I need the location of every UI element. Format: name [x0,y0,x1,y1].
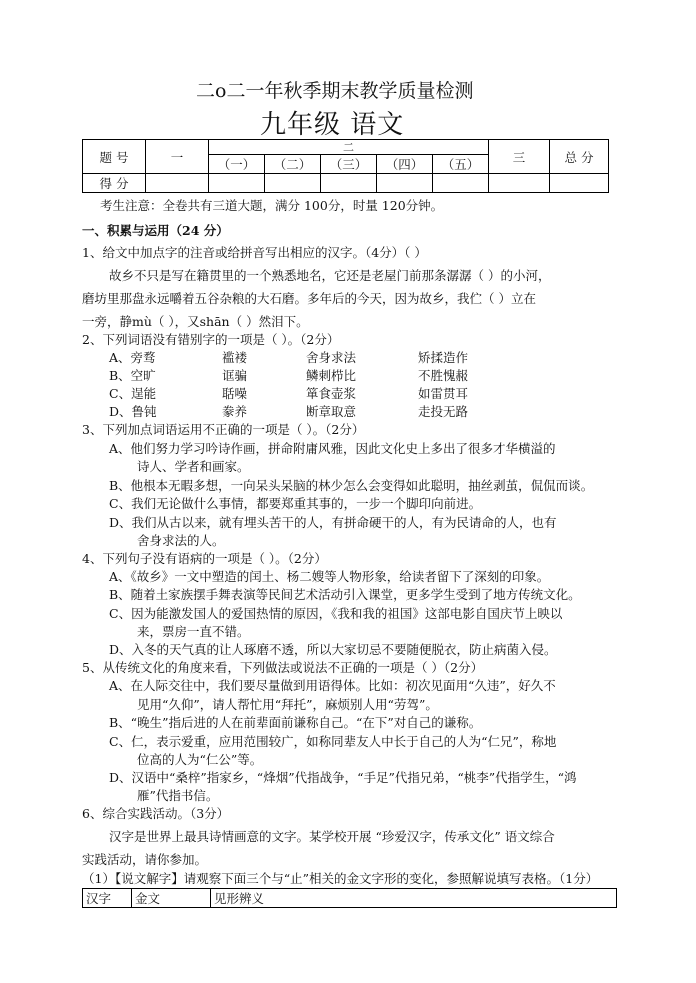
option-label: B、空旷 [109,368,156,383]
score-label-points: 得 分 [83,174,146,193]
question-text: 故乡不只是写在籍贯里的一个熟悉地名，它还是老屋门前那条潺潺（ ）的小河， [109,268,551,283]
score-label-number: 题 号 [83,140,146,174]
option-text: D、入冬的天气真的让人琢磨不透，所以大家切忌不要随便脱衣，防止病菌入侵。 [109,642,557,657]
option-text: B、他根本无暇多想，一向呆头呆脑的林少怎么会变得如此聪明，抽丝剥茧，侃侃而谈。 [109,478,594,493]
score-cell[interactable] [321,174,377,193]
score-sub-4: （四） [377,155,433,174]
option-text: 位高的人为“仁公”等。 [137,752,263,767]
score-col-total: 总 分 [550,140,609,174]
section-heading: 一、积累与运用（24 分） [82,223,229,238]
option-text: D、汉语中“桑梓”指家乡，“烽烟”代指战争，“手足”代指兄弟，“桃李”代指学生，“鸿 [109,770,577,785]
score-col-2: 二 [209,140,489,155]
score-sub-1: （一） [209,155,265,174]
question-6: 6、综合实践活动。（3分） [82,806,230,821]
exam-subtitle: 九年级 语文 [260,110,405,140]
question-text: （1）【说文解字】请观察下面三个与“止”相关的金文字形的变化，参照解说填写表格。（1分） [82,871,599,886]
score-sub-3: （三） [321,155,377,174]
option-text: 雁”代指书信。 [137,788,219,803]
score-sub-5: （五） [433,155,489,174]
option-word: 鳞刺栉比 [306,368,357,383]
score-cell[interactable] [550,174,609,193]
score-col-3: 三 [489,140,550,174]
option-text: A、在人际交往中，我们要尽量做到用语得体。比如：初次见面用“久违”，好久不 [109,678,556,693]
char-table-header: 金文 [132,889,211,908]
option-text: 来，票房一直不错。 [137,624,250,639]
option-text: C、因为能激发国人的爱国热情的原因，《我和我的祖国》这部电影自国庆节上映以 [109,606,563,621]
exam-notice: 考生注意：全卷共有三道大题，满分 100分，时量 120分钟。 [100,198,444,213]
score-table [82,139,609,193]
option-text: 舍身求法的人。 [137,533,225,548]
score-cell[interactable] [265,174,321,193]
option-text: 见用“久仰”，请人帮忙用“拜托”，麻烦别人用“劳驾”。 [137,697,438,712]
question-text: 磨坊里那盘永远嚼着五谷杂粮的大石磨。多年后的今天，因为故乡，我伫（ ）立在 [82,291,536,306]
score-cell[interactable] [209,174,265,193]
score-sub-2: （二） [265,155,321,174]
option-text: 诗人、学者和画家。 [137,459,250,474]
char-table-header: 见形辨义 [211,889,617,908]
option-label: A、旁骛 [109,350,156,365]
score-cell[interactable] [433,174,489,193]
question-1: 1、给文中加点字的注音或给拼音写出相应的汉字。（4分）（ ） [82,245,427,260]
option-word: 不胜愧赧 [418,368,469,383]
score-cell[interactable] [489,174,550,193]
question-2: 2、下列词语没有错别字的一项是（ ）。（2分） [82,332,340,347]
option-text: B、“晚生”指后进的人在前辈面前谦称自己。“在下”对自己的谦称。 [109,715,482,730]
option-word: 褴褛 [222,350,248,365]
option-word: 聒噪 [222,386,248,401]
score-cell[interactable] [377,174,433,193]
option-word: 走投无路 [418,404,469,419]
option-word: 诓骗 [222,368,248,383]
question-text: 汉字是世界上最具诗情画意的文字。某学校开展 “珍爱汉字，传承文化” 语文综合 [109,829,555,844]
option-text: D、我们从古以来，就有埋头苦干的人，有拼命硬干的人，有为民请命的人，也有 [109,515,557,530]
option-label: C、逞能 [109,386,157,401]
question-text: 一旁，静mù（ ），又shān（ ）然泪下。 [82,314,309,329]
option-text: C、我们无论做什么事情，都要郑重其事的，一步一个脚印向前进。 [109,496,482,511]
option-text: C、仁，表示爱重，应用范围较广，如称同辈友人中长于自己的人为“仁兄”，称地 [109,734,557,749]
question-text: 实践活动，请你参加。 [82,852,208,867]
option-label: D、鲁钝 [109,404,157,419]
option-word: 舍身求法 [306,350,357,365]
exam-title: 二o二一年秋季期末教学质量检测 [196,80,474,102]
char-table [82,888,617,908]
option-word: 豢养 [222,404,248,419]
question-4: 4、下列句子没有语病的一项是（ ）。（2分） [82,551,327,566]
option-word: 断章取意 [306,404,357,419]
option-word: 矫揉造作 [418,350,469,365]
option-text: A、他们努力学习吟诗作画，拼命附庸风雅，因此文化史上多出了很多才华横溢的 [109,441,556,456]
question-5: 5、从传统文化的角度来看，下列做法或说法不正确的一项是（ ）（2分） [82,660,484,675]
score-cell[interactable] [146,174,209,193]
option-text: B、随着土家族摆手舞表演等民间艺术活动引入课堂，更多学生受到了地方传统文化。 [109,587,581,602]
score-col-1: 一 [146,140,209,174]
option-text: A、《故乡》一文中塑造的闰土、杨二嫂等人物形象，给读者留下了深刻的印象。 [109,569,550,584]
option-word: 如雷贯耳 [418,386,469,401]
option-word: 箪食壶浆 [306,386,357,401]
question-3: 3、下列加点词语运用不正确的一项是（ ）。（2分） [82,422,365,437]
char-table-header: 汉字 [83,889,132,908]
